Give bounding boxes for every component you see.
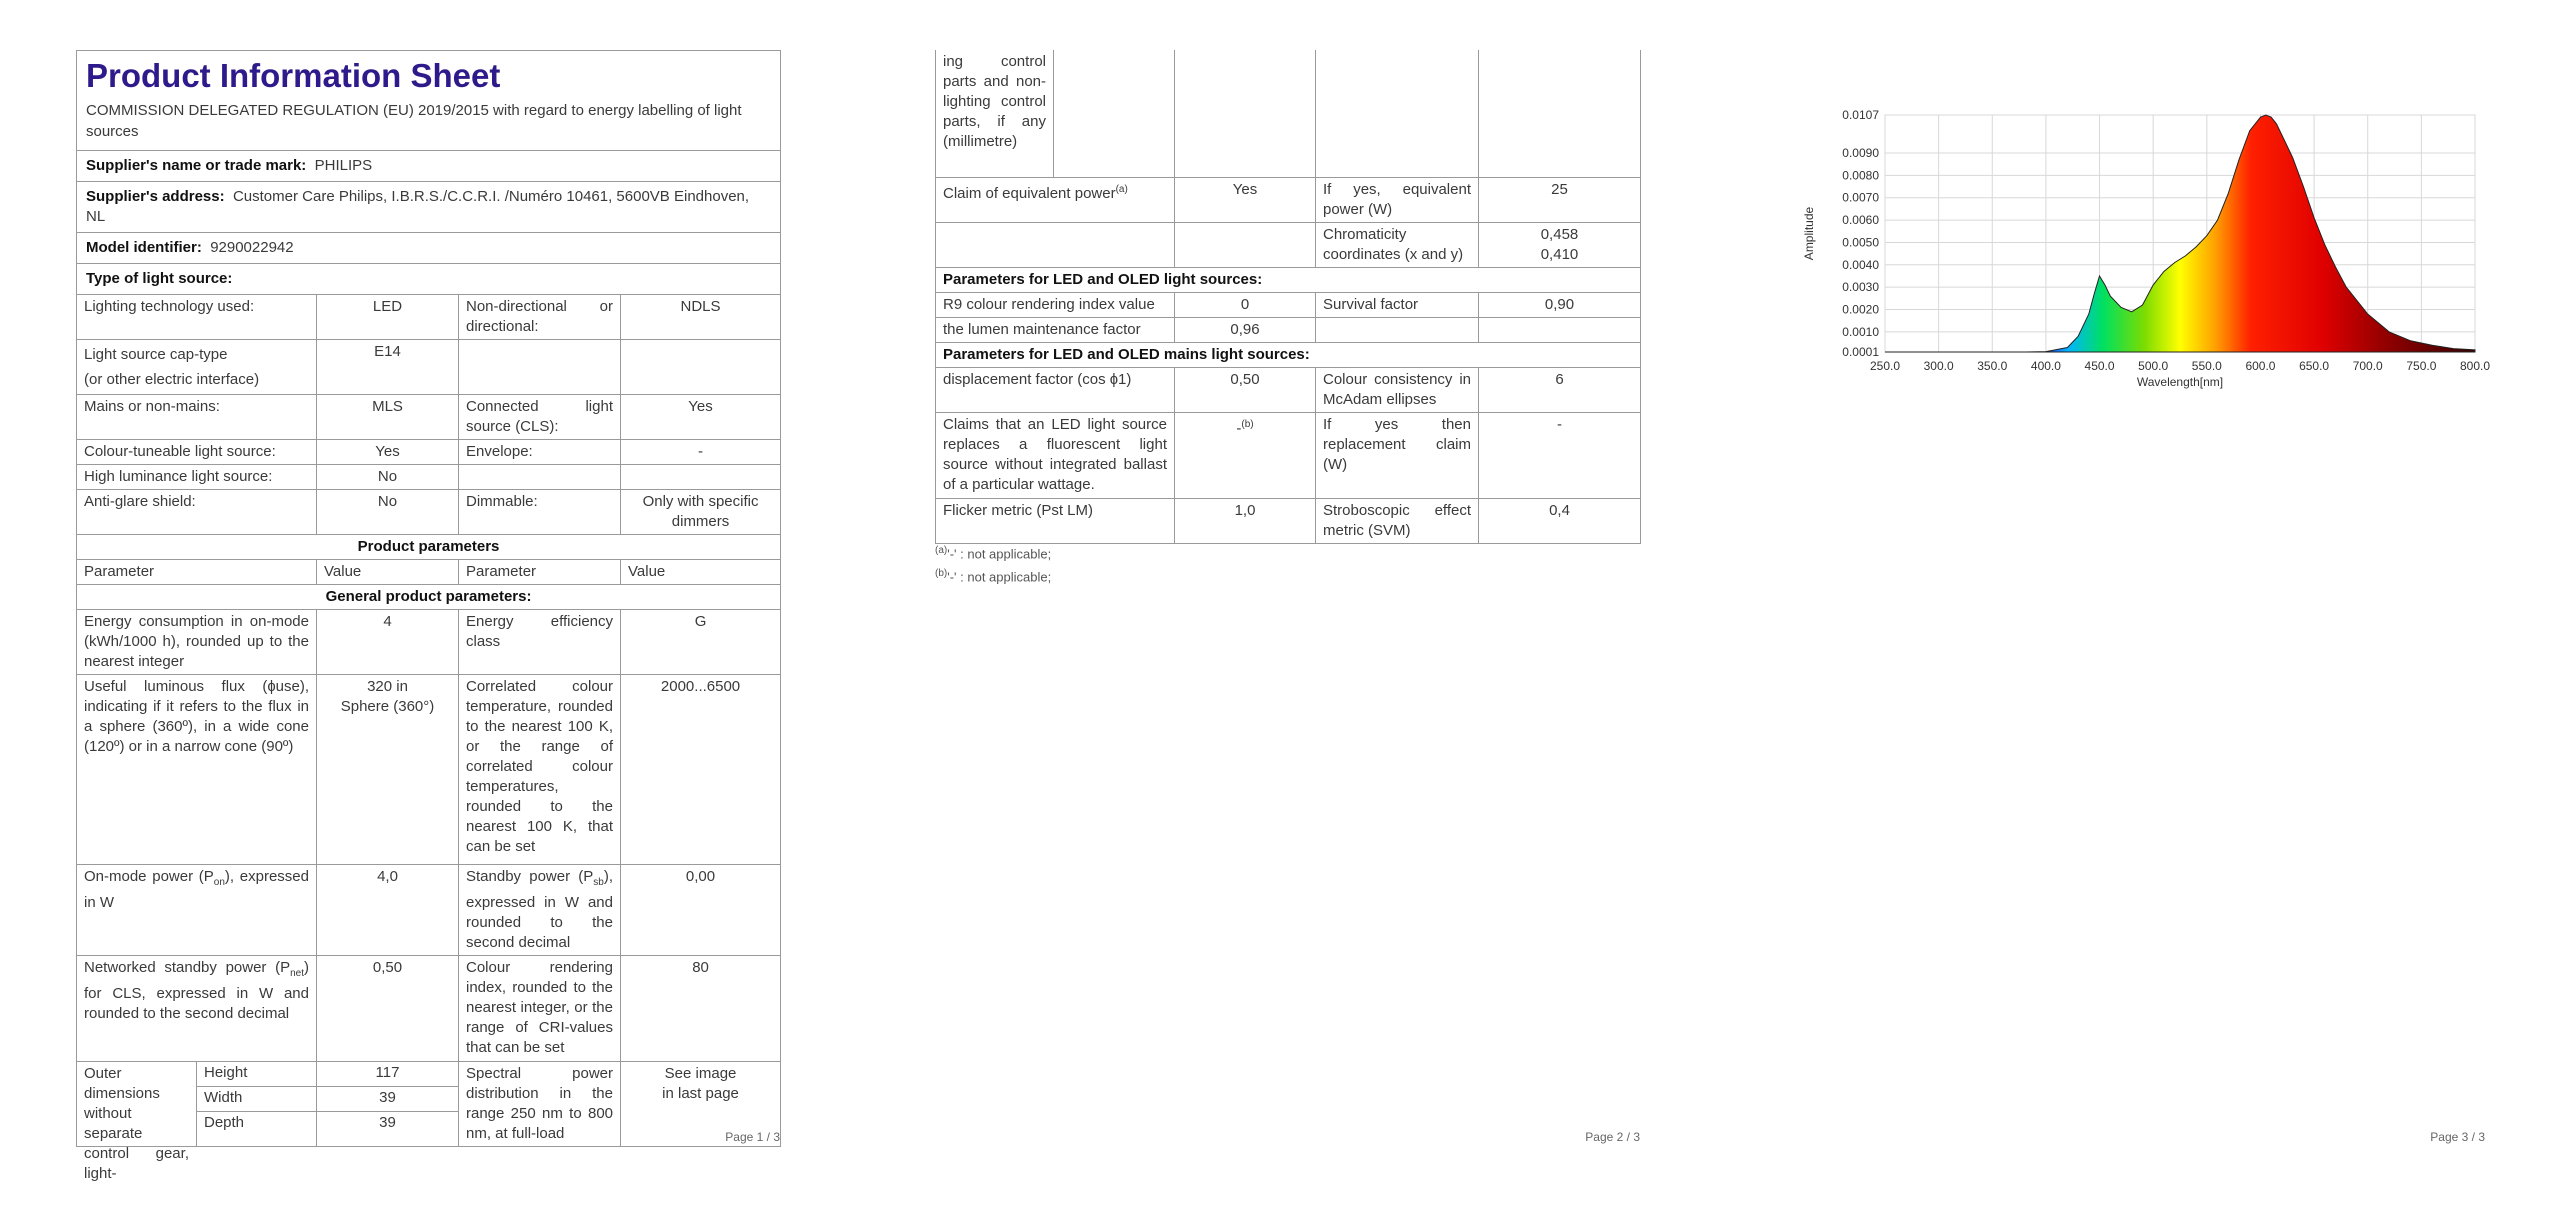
column-parameter-header: Parameter [77,560,317,585]
equivalent-power-w-value: 25 [1479,177,1641,222]
y-tick-label: 0.0070 [1842,190,1879,205]
anti-glare-value: No [317,490,459,535]
networked-standby-value: 0,50 [317,956,459,1062]
x-tick-label: 350.0 [1977,359,2008,373]
x-tick-label: 450.0 [2084,359,2115,373]
type-header: Type of light source: [77,264,781,295]
spectral-distribution-note: in last page [662,1085,739,1102]
luminous-flux-scope: Sphere (360°) [340,698,435,715]
page-title: Product Information Sheet [86,57,501,94]
r9-label: R9 colour rendering index value [936,292,1175,317]
energy-class-label: Energy efficiency class [459,610,621,675]
displacement-factor-value: 0,50 [1175,367,1316,412]
y-tick-label: 0.0010 [1842,324,1879,339]
spectral-power-chart [1795,100,2491,400]
y-tick-label: 0.0090 [1842,146,1879,161]
width-label: Width [197,1087,316,1112]
stroboscopic-value: 0,4 [1479,498,1641,543]
led-parameters-header: Parameters for LED and OLED light sources: [936,267,1641,292]
cap-type-value: E14 [317,340,459,395]
envelope-value: - [621,440,781,465]
mains-label: Mains or non-mains: [77,395,317,440]
tech-value: LED [317,295,459,340]
survival-factor-value: 0,90 [1479,292,1641,317]
luminous-flux-value: 320 in [367,678,408,695]
standby-power-label: Standby power $(P_{sb})$, expressed in W and rounded to the second decimal [459,865,621,956]
x-axis-label: Wavelength[nm] [2136,375,2224,389]
y-axis [1842,108,1879,359]
x-axis [1870,359,2490,373]
equivalent-power-value: Yes [1175,177,1316,222]
page-2 [935,0,1640,1207]
fluorescent-claim-label: Claims that an LED light source replaces a fluorescent light source without integrated ballast of a particular wattage. [936,412,1175,498]
footnote-b: $^{(b)}$'-' : not applicable; [935,568,1052,585]
height-value: 117 [317,1062,458,1087]
column-value-header-2: Value [621,560,781,585]
mains-value: MLS [317,395,459,440]
cap-type-label-note: (or other electric interface) [84,371,260,388]
x-tick-label: 600.0 [2245,359,2276,373]
x-tick-label: 550.0 [2191,359,2222,373]
height-label: Height [197,1062,316,1087]
r9-value: 0 [1175,292,1316,317]
x-tick-label: 250.0 [1869,359,1901,373]
direction-value: NDLS [621,295,781,340]
equivalent-power-w-label: If yes, equivalent power (W) [1316,177,1479,222]
tuneable-value: Yes [317,440,459,465]
replacement-claim-label: If yes then replacement claim (W) [1316,412,1479,498]
x-tick-label: 700.0 [2352,359,2383,373]
cls-value: Yes [621,395,781,440]
mains-parameters-header: Parameters for LED and OLED mains light sources: [936,342,1641,367]
footnote-a: $^{(a)}$'-' : not applicable; [935,545,1052,562]
page-3 [1795,0,2491,1207]
networked-standby-label: Networked standby power $(P_{net})$ for CLS, expressed in W and rounded to the second decimal [77,956,317,1062]
y-tick-label: 0.0080 [1842,168,1879,183]
cap-type-label: Light source cap-type [84,346,228,363]
product-info-table-continued [935,50,1641,544]
luminous-flux-label: Useful luminous flux (ɸuse), indicating if it refers to the flux in a sphere (360º), in a wide cone (120º) or in a narrow cone (90º) [77,675,317,865]
supplier-address: Customer Care Philips, I.B.R.S./C.C.R.I. /Numéro 10461, 5600VB Eindhoven, NL [86,188,750,225]
mcadam-label: Colour consistency in McAdam ellipses [1316,367,1479,412]
y-tick-label: 0.0107 [1842,108,1879,122]
replacement-claim-value: - [1479,412,1641,498]
spectral-distribution-value: See image [664,1065,737,1082]
supplier-name-label: Supplier's name or trade mark: [86,157,307,174]
x-tick-label: 500.0 [2138,359,2169,373]
anti-glare-label: Anti-glare shield: [77,490,317,535]
flicker-metric-value: 1,0 [1175,498,1316,543]
x-tick-label: 300.0 [1923,359,1954,373]
dimmable-value: Only with specific dimmers [621,490,781,535]
high-luminance-label: High luminance light source: [77,465,317,490]
on-mode-power-value: 4,0 [317,865,459,956]
x-tick-label: 800.0 [2459,359,2491,373]
high-luminance-value: No [317,465,459,490]
column-parameter-header-2: Parameter [459,560,621,585]
y-tick-label: 0.0050 [1842,235,1879,250]
x-tick-label: 650.0 [2299,359,2330,373]
outer-dimensions-label-continued: ing control parts and non-lighting control parts, if any (millimetre) [936,50,1054,177]
y-tick-label: 0.0040 [1842,257,1879,272]
lumen-maintenance-label: the lumen maintenance factor [936,317,1175,342]
chromaticity-label: Chromaticity coordinates (x and y) [1316,222,1479,267]
width-value: 39 [317,1087,458,1112]
stroboscopic-label: Stroboscopic effect metric (SVM) [1316,498,1479,543]
direction-label: Non-directional or directional: [459,295,621,340]
standby-power-value: 0,00 [621,865,781,956]
cct-value: 2000...6500 [621,675,781,865]
energy-consumption-value: 4 [317,610,459,675]
spectral-distribution-label: Spectral power distribution in the range 250 nm to 800 nm, at full-load [459,1062,621,1147]
page-number-2: Page 2 / 3 [1585,1130,1640,1144]
cri-label: Colour rendering index, rounded to the nearest integer, or the range of CRI-values that can be set [459,956,621,1062]
x-tick-label: 750.0 [2406,359,2437,373]
y-tick-label: 0.0001 [1842,345,1879,359]
y-tick-label: 0.0030 [1842,280,1879,295]
fluorescent-claim-value: -$^{(b)}$ [1175,412,1316,498]
page-number-3: Page 3 / 3 [2430,1130,2485,1144]
envelope-label: Envelope: [459,440,621,465]
lumen-maintenance-value: 0,96 [1175,317,1316,342]
x-tick-label: 400.0 [2030,359,2061,373]
page-number-1: Page 1 / 3 [725,1130,780,1144]
supplier-address-label: Supplier's address: [86,188,225,205]
on-mode-power-label: On-mode power $(P_{on})$, expressed in W [77,865,317,956]
survival-factor-label: Survival factor [1316,292,1479,317]
cls-label: Connected light source (CLS): [459,395,621,440]
outer-dimensions-label: Outer dimensions without separate control gear, light- [84,1065,189,1182]
dimmable-label: Dimmable: [459,490,621,535]
general-parameters-header: General product parameters: [77,585,781,610]
model-identifier: 9290022942 [210,239,294,256]
y-axis-label: Amplitude [1802,206,1816,261]
flicker-metric-label: Flicker metric (Pst LM) [936,498,1175,543]
model-identifier-label: Model identifier: [86,239,202,256]
tuneable-label: Colour-tuneable light source: [77,440,317,465]
column-value-header: Value [317,560,459,585]
chromaticity-y: 0,410 [1540,245,1579,263]
cct-label: Correlated colour temperature, rounded to the nearest 100 K, or the range of correlated colour temperatures, rounded to the nearest 100 K, that can be set [459,675,621,865]
product-info-table [76,50,781,1182]
depth-value: 39 [379,1114,396,1131]
chromaticity-x: 0,458 [1540,225,1579,243]
tech-label: Lighting technology used: [77,295,317,340]
displacement-factor-label: displacement factor (cos ɸ1) [936,367,1175,412]
cri-value: 80 [621,956,781,1062]
y-tick-label: 0.0020 [1842,302,1879,317]
depth-label: Depth [204,1114,245,1131]
energy-consumption-label: Energy consumption in on-mode (kWh/1000 h), rounded up to the nearest integer [77,610,317,675]
energy-class-value: G [621,610,781,675]
equivalent-power-label: Claim of equivalent power$^{(a)}$ [936,177,1175,222]
mcadam-value: 6 [1479,367,1641,412]
regulation-text: COMMISSION DELEGATED REGULATION (EU) 2019/2015 with regard to energy labelling of light sources [86,102,742,140]
supplier-name: PHILIPS [314,157,373,174]
page-1 [76,0,780,1207]
y-tick-label: 0.0060 [1842,213,1879,228]
product-parameters-header: Product parameters [77,535,781,560]
